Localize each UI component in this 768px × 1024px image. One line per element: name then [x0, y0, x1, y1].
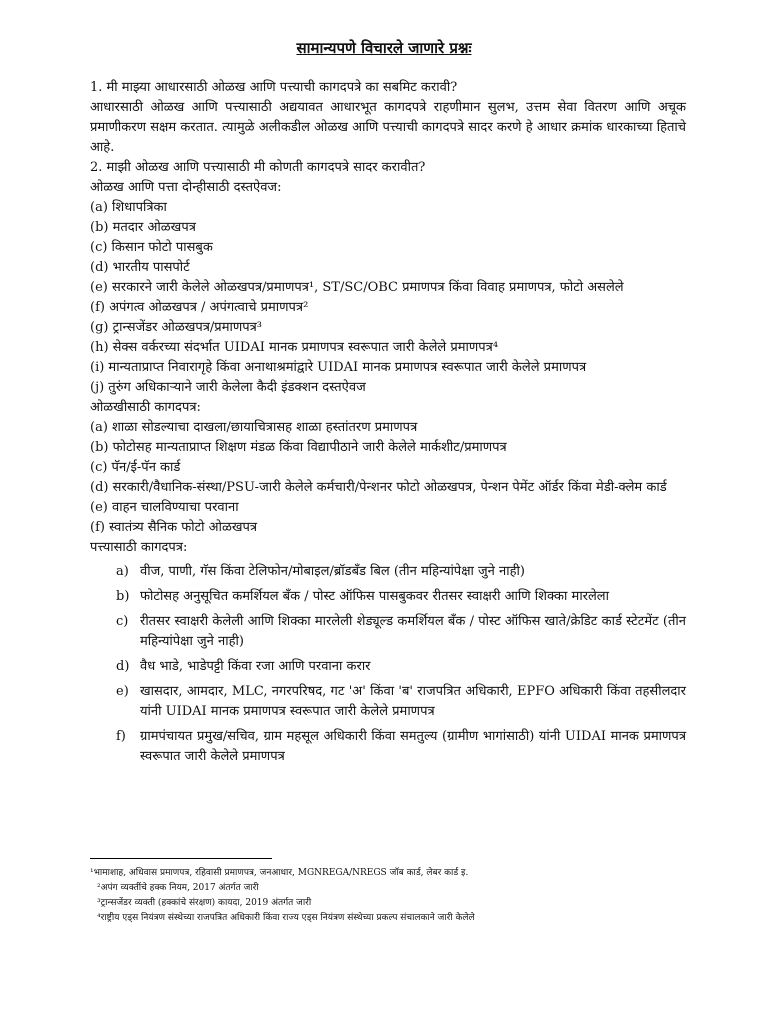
list-item: (b) फोटोसह मान्यताप्राप्त शिक्षण मंडळ किंवा विद्यापीठाने जारी केलेले मार्कशीट/प्रमाणपत्र — [90, 440, 507, 455]
list-item: (a) शिधापत्रिका — [90, 200, 167, 215]
list-item-label: e) — [116, 684, 129, 699]
list-item — [116, 562, 686, 582]
page-title: सामान्यपणे विचारले जाणारे प्रश्नः — [296, 39, 472, 57]
document-body — [90, 78, 686, 772]
list-item-text: खासदार, आमदार, MLC, नगरपरिषद, गट 'अ' किंवा 'ब' राजपत्रित अधिकारी, EPFO अधिकारी किंवा तहसीलदार यांनी UIDAI मानक प्रमाणपत्र स्वरूपात जारी केलेले प्रमाणपत्र — [140, 684, 686, 719]
footnote-1: ¹भामाशाह, अधिवास प्रमाणपत्र, रहिवासी प्रमाणपत्र, जनआधार, MGNREGA/NREGS जॉब कार्ड, लेबर कार्ड इ. — [90, 868, 469, 878]
list-item-text: वैध भाडे, भाडेपट्टी किंवा रजा आणि परवाना करार — [140, 659, 371, 674]
both-docs-list — [90, 198, 686, 398]
question-1: 1. मी माझ्या आधारसाठी ओळख आणि पत्त्याची कागदपत्रे का सबमिट करावी? — [90, 80, 458, 95]
address-docs-list — [116, 562, 686, 767]
footnotes — [90, 866, 690, 926]
list-item: (i) मान्यताप्राप्त निवारागृहे किंवा अनाथाश्रमांद्वारे UIDAI मानक प्रमाणपत्र स्वरूपात जारी केलेले प्रमाणपत्र — [90, 360, 587, 375]
list-item: (j) तुरुंग अधिकाऱ्याने जारी केलेला कैदी इंडक्शन दस्तऐवज — [90, 380, 366, 395]
list-item-label: b) — [116, 589, 130, 604]
list-item: (f) स्वातंत्र्य सैनिक फोटो ओळखपत्र — [90, 520, 258, 535]
list-item: (a) शाळा सोडल्याचा दाखला/छायाचित्रासह शाळा हस्तांतरण प्रमाणपत्र — [90, 420, 418, 435]
list-item: (e) वाहन चालविण्याचा परवाना — [90, 500, 239, 515]
footnote-3: ³ट्रान्सजेंडर व्यक्ती (हक्कांचे संरक्षण) कायदा, 2019 अंतर्गत जारी — [97, 898, 312, 908]
list-item-label: c) — [116, 614, 129, 629]
footnote-separator — [90, 858, 272, 859]
list-item-label: a) — [116, 564, 129, 579]
identity-docs-list — [90, 418, 686, 538]
list-item: (c) किसान फोटो पासबुक — [90, 240, 213, 255]
question-2: 2. माझी ओळख आणि पत्त्यासाठी मी कोणती कागदपत्रे सादर करावीत? — [90, 160, 426, 175]
list-item — [116, 682, 686, 722]
list-item — [116, 612, 686, 652]
list-item-label: d) — [116, 659, 130, 674]
footnote-4: ⁴राष्ट्रीय एड्स नियंत्रण संस्थेच्या राजपत्रित अधिकारी किंवा राज्य एड्स नियंत्रण संस्थेच्या प्रकल्प संचालकाने जारी केलेले — [97, 913, 475, 923]
list-item: (h) सेक्स वर्करच्या संदर्भात UIDAI मानक प्रमाणपत्र स्वरूपात जारी केलेले प्रमाणपत्र⁴ — [90, 340, 499, 355]
address-docs-heading: पत्त्यासाठी कागदपत्र: — [90, 540, 188, 555]
list-item: (f) अपंगत्व ओळखपत्र / अपंगत्वाचे प्रमाणपत्र² — [90, 300, 309, 315]
list-item-text: रीतसर स्वाक्षरी केलेली आणि शिक्का मारलेली शेड्यूल्ड कमर्शियल बँक / पोस्ट ऑफिस खाते/क्रेडिट कार्ड स्टेटमेंट (तीन महिन्यांपेक्षा जुने नाही) — [140, 614, 686, 649]
list-item: (g) ट्रान्सजेंडर ओळखपत्र/प्रमाणपत्र³ — [90, 320, 263, 335]
list-item-text: ग्रामपंचायत प्रमुख/सचिव, ग्राम महसूल अधिकारी किंवा समतुल्य (ग्रामीण भागांसाठी) यांनी UIDAI मानक प्रमाणपत्र स्वरूपात जारी केलेले प्रमाणपत्र — [140, 729, 686, 764]
list-item: (b) मतदार ओळखपत्र — [90, 220, 196, 235]
list-item-text: वीज, पाणी, गॅस किंवा टेलिफोन/मोबाइल/ब्रॉडबँड बिल (तीन महिन्यांपेक्षा जुने नाही) — [140, 564, 525, 579]
list-item: (e) सरकारने जारी केलेले ओळखपत्र/प्रमाणपत्र¹, ST/SC/OBC प्रमाणपत्र किंवा विवाह प्रमाणपत्र, फोटो असलेले — [90, 280, 624, 295]
list-item — [116, 657, 686, 677]
answer-1: आधारसाठी ओळख आणि पत्त्यासाठी अद्ययावत आधारभूत कागदपत्रे राहणीमान सुलभ, उत्तम सेवा वितरण आणि अचूक प्रमाणीकरण सक्षम करतात. त्यामुळे अलीकडील ओळख आणि पत्त्याची कागदपत्रे सादर करणे हे आधार क्रमांक धारकाच्या हिताचे आहे. — [90, 100, 686, 155]
list-item-text: फोटोसह अनुसूचित कमर्शियल बँक / पोस्ट ऑफिस पासबुकवर रीतसर स्वाक्षरी आणि शिक्का मारलेला — [140, 589, 609, 604]
both-docs-heading: ओळख आणि पत्ता दोन्हीसाठी दस्तऐवज: — [90, 180, 282, 195]
list-item: (d) भारतीय पासपोर्ट — [90, 260, 190, 275]
list-item — [116, 587, 686, 607]
list-item: (c) पॅन/ई-पॅन कार्ड — [90, 460, 181, 475]
footnote-2: ²अपंग व्यक्तींचे हक्क नियम, 2017 अंतर्गत जारी — [97, 883, 259, 893]
list-item — [116, 727, 686, 767]
identity-docs-heading: ओळखीसाठी कागदपत्र: — [90, 400, 201, 415]
list-item: (d) सरकारी/वैधानिक-संस्था/PSU-जारी केलेले कर्मचारी/पेन्शनर फोटो ओळखपत्र, पेन्शन पेमेंट ऑर्डर किंवा मेडी-क्लेम कार्ड — [90, 480, 667, 495]
list-item-label: f) — [116, 729, 126, 744]
